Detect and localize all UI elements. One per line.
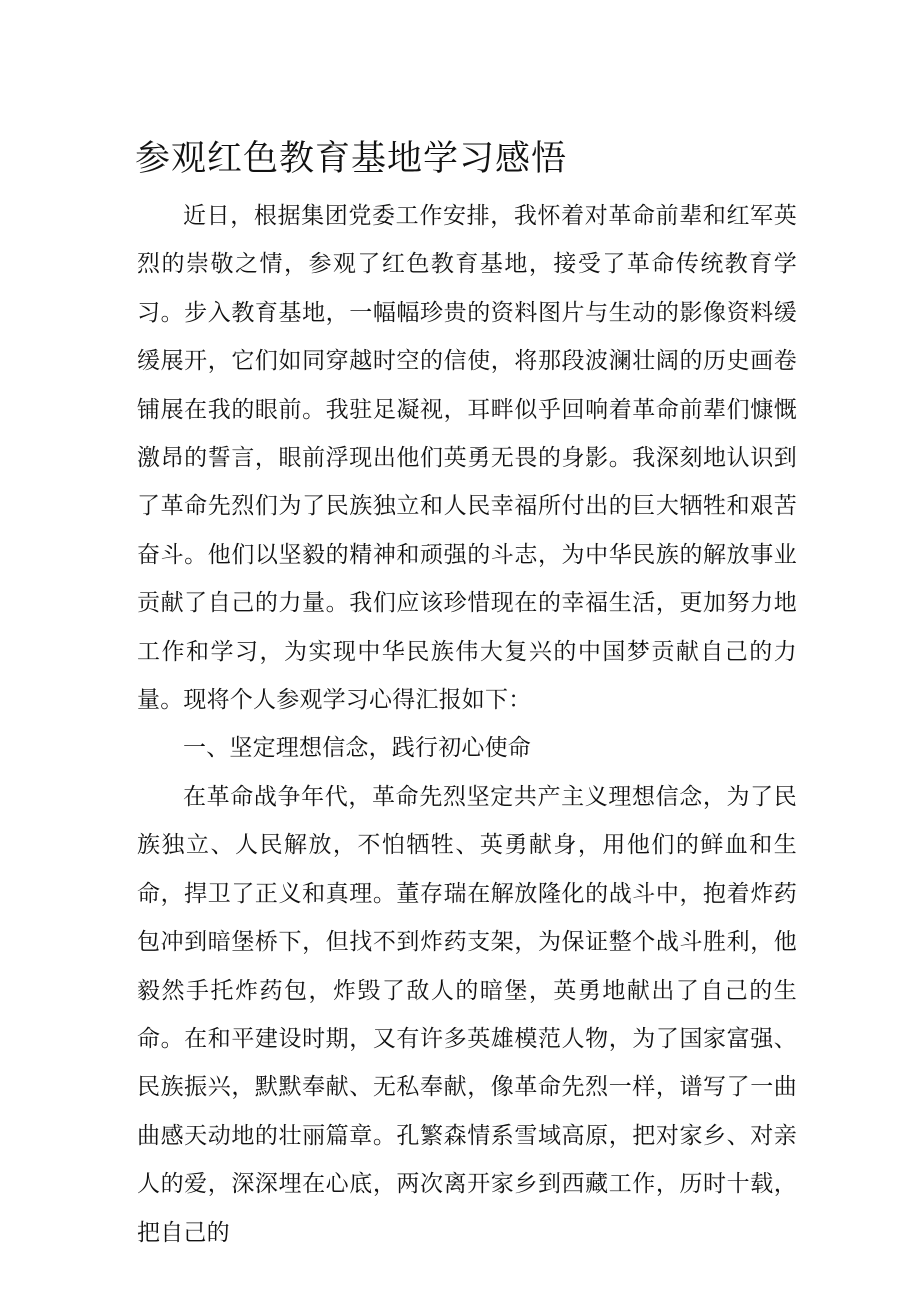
section-heading: 一、坚定理想信念，践行初心使命 (183, 735, 531, 762)
document-body (137, 192, 797, 1257)
section-body-paragraph: 在革命战争年代，革命先烈坚定共产主义理想信念，为了民族独立、人民解放，不怕牺牲、英勇献身，用他们的鲜血和生命，捍卫了正义和真理。董存瑞在解放隆化的战斗中，抱着炸药包冲到暗堡桥下，但找不到炸药支架，为保证整个战斗胜利，他毅然手托炸药包，炸毁了敌人的暗堡，英勇地献出了自己的生命。在和平建设时期，又有许多英雄模范人物，为了国家富强、民族振兴，默默奉献、无私奉献，像革命先烈一样，谱写了一曲曲感天动地的壮丽篇章。孔繁森情系雪域高原，把对家乡、对亲人的爱，深深埋在心底，两次离开家乡到西藏工作，历时十载，把自己的 (137, 783, 797, 1246)
document-title: 参观红色教育基地学习感悟 (135, 139, 568, 179)
intro-paragraph: 近日，根据集团党委工作安排，我怀着对革命前辈和红军英烈的崇敬之情，参观了红色教育基地，接受了革命传统教育学习。步入教育基地，一幅幅珍贵的资料图片与生动的影像资料缓缓展开，它们如同穿越时空的信使，将那段波澜壮阔的历史画卷铺展在我的眼前。我驻足凝视，耳畔似乎回响着革命前辈们慷慨激昂的誓言，眼前浮现出他们英勇无畏的身影。我深刻地认识到了革命先烈们为了民族独立和人民幸福所付出的巨大牺牲和艰苦奋斗。他们以坚毅的精神和顽强的斗志，为中华民族的解放事业贡献了自己的力量。我们应该珍惜现在的幸福生活，更加努力地工作和学习，为实现中华民族伟大复兴的中国梦贡献自己的力量。现将个人参观学习心得汇报如下： (137, 203, 797, 714)
